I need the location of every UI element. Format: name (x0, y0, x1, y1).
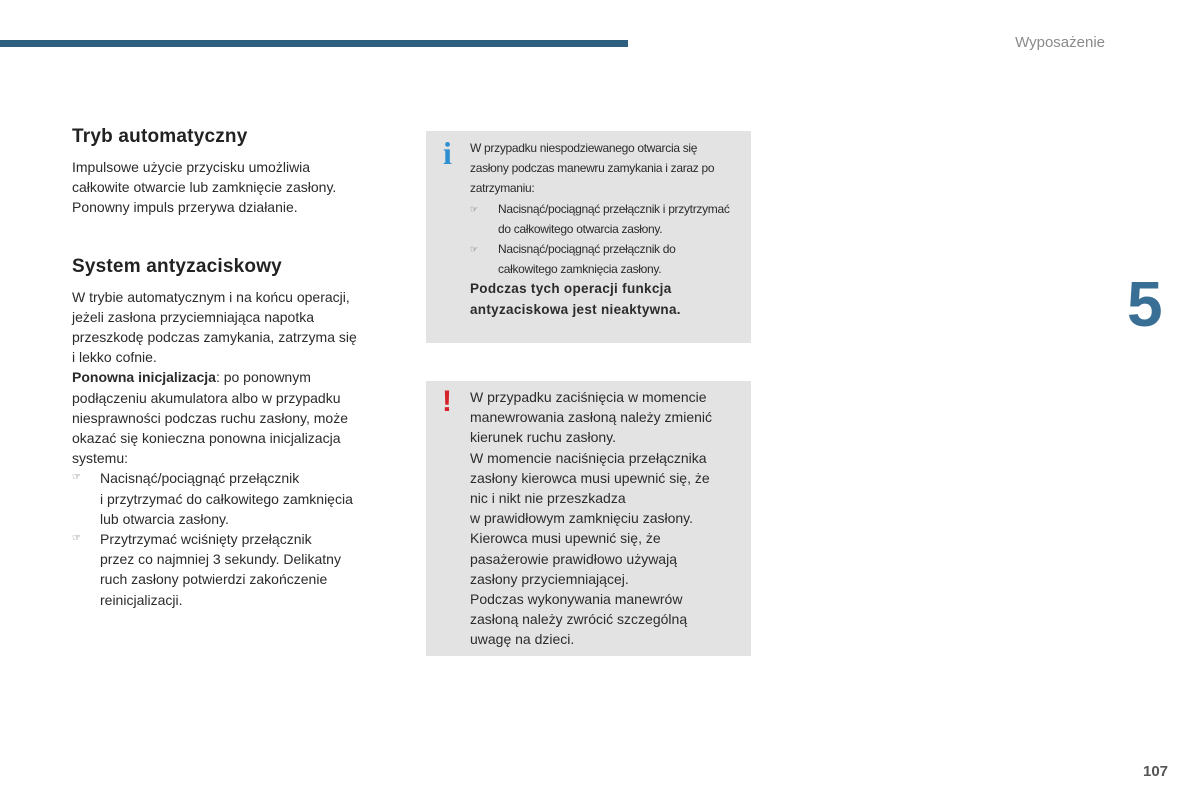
header-rule (0, 40, 628, 47)
reinit-label: Ponowna inicjalizacja (72, 369, 216, 386)
text-line: ruch zasłony potwierdzi zakończenie (100, 571, 328, 588)
pointing-hand-icon: ☞ (470, 244, 478, 255)
text-line: i lekko cofnie. (72, 349, 157, 366)
text-line: jeżeli zasłona przyciemniająca napotka (72, 308, 315, 325)
text-line: W przypadku niespodziewanego otwarcia się (470, 141, 698, 155)
text-line: zasłony podczas manewru zamykania i zaraz po (470, 161, 715, 176)
page-number: 107 (1143, 763, 1169, 780)
text-line: Nacisnąć/pociągnąć przełącznik i przytrzymać (498, 201, 730, 216)
text-line: podłączeniu akumulatora albo w przypadku (72, 389, 341, 406)
pointing-hand-icon: ☞ (72, 472, 81, 484)
text-line: do całkowitego otwarcia zasłony. (498, 221, 663, 236)
reinit-line (72, 367, 402, 387)
left-column (72, 126, 402, 610)
text-line: nic i nikt nie przeszkadza (470, 490, 626, 507)
text-line: i przytrzymać do całkowitego zamknięcia (100, 490, 353, 507)
text-line: reinicjalizacji. (100, 591, 183, 608)
list-item-info-2 (470, 239, 743, 279)
pointing-hand-icon: ☞ (470, 203, 478, 214)
text-line: kierunek ruchu zasłony. (470, 429, 617, 446)
text-line: całkowitego zamknięcia zasłony. (498, 262, 662, 277)
info-icon: i (443, 135, 452, 171)
text-line: zasłoną należy zwrócić szczególną (470, 611, 688, 628)
anti-pinch-paragraph (72, 287, 402, 469)
text-line: uwagę na dzieci. (470, 631, 575, 648)
reinit-rest: : po ponownym (215, 369, 311, 386)
text-line: zasłony przyciemniającej. (470, 570, 629, 587)
text-line: Impulsowe użycie przycisku umożliwia (72, 159, 311, 175)
text-line: Przytrzymać wciśnięty przełącznik (100, 531, 312, 548)
text-line: przez co najmniej 3 sekundy. Delikatny (100, 551, 341, 568)
text-line: zatrzymaniu: (470, 181, 535, 196)
warning-box (426, 381, 751, 656)
warning-icon: ! (442, 385, 452, 418)
text-line: W trybie automatycznym i na końcu operacji, (72, 288, 350, 305)
text-line: Podczas tych operacji funkcja (470, 281, 672, 297)
text-line: Ponowny impuls przerywa działanie. (72, 199, 298, 216)
info-text (470, 138, 743, 279)
list-item-reinit-1 (72, 468, 402, 529)
text-line: przeszkodę podczas zamykania, zatrzyma się (72, 329, 357, 346)
text-line: pasażerowie prawidłowo używają (470, 550, 677, 567)
text-line: całkowite otwarcie lub zamknięcie zasłony. (72, 179, 337, 196)
text-line: antyzaciskowa jest nieaktywna. (470, 301, 681, 317)
chapter-number: 5 (1127, 268, 1163, 340)
automatic-mode-paragraph (72, 157, 402, 218)
info-box (426, 131, 751, 343)
text-line: Kierowca musi upewnić się, że (470, 530, 661, 547)
text-line: zasłony kierowca musi upewnić się, że (470, 469, 710, 486)
heading-anti-pinch: System antyzaciskowy (72, 255, 282, 277)
heading-automatic-mode: Tryb automatyczny (72, 126, 248, 147)
text-line: niesprawności podczas ruchu zasłony, może (72, 409, 348, 426)
text-line: manewrowania zasłoną należy zmienić (470, 409, 713, 426)
text-line: W momencie naciśnięcia przełącznika (470, 449, 707, 466)
list-item-info-1 (470, 199, 743, 239)
list-item-reinit-2 (72, 529, 402, 610)
text-line: okazać się konieczna ponowna inicjalizacja (72, 430, 341, 447)
warning-text (470, 387, 743, 650)
section-title: Wyposażenie (1015, 34, 1105, 51)
pointing-hand-icon: ☞ (72, 533, 81, 545)
text-line: W przypadku zaciśnięcia w momencie (470, 389, 707, 405)
text-line: Podczas wykonywania manewrów (470, 591, 683, 608)
text-line: systemu: (72, 450, 129, 467)
text-line: Nacisnąć/pociągnąć przełącznik (100, 470, 300, 487)
info-bold-note (470, 279, 743, 319)
text-line: Nacisnąć/pociągnąć przełącznik do (498, 242, 676, 257)
text-line: w prawidłowym zamknięciu zasłony. (470, 510, 694, 527)
text-line: lub otwarcia zasłony. (100, 510, 229, 527)
